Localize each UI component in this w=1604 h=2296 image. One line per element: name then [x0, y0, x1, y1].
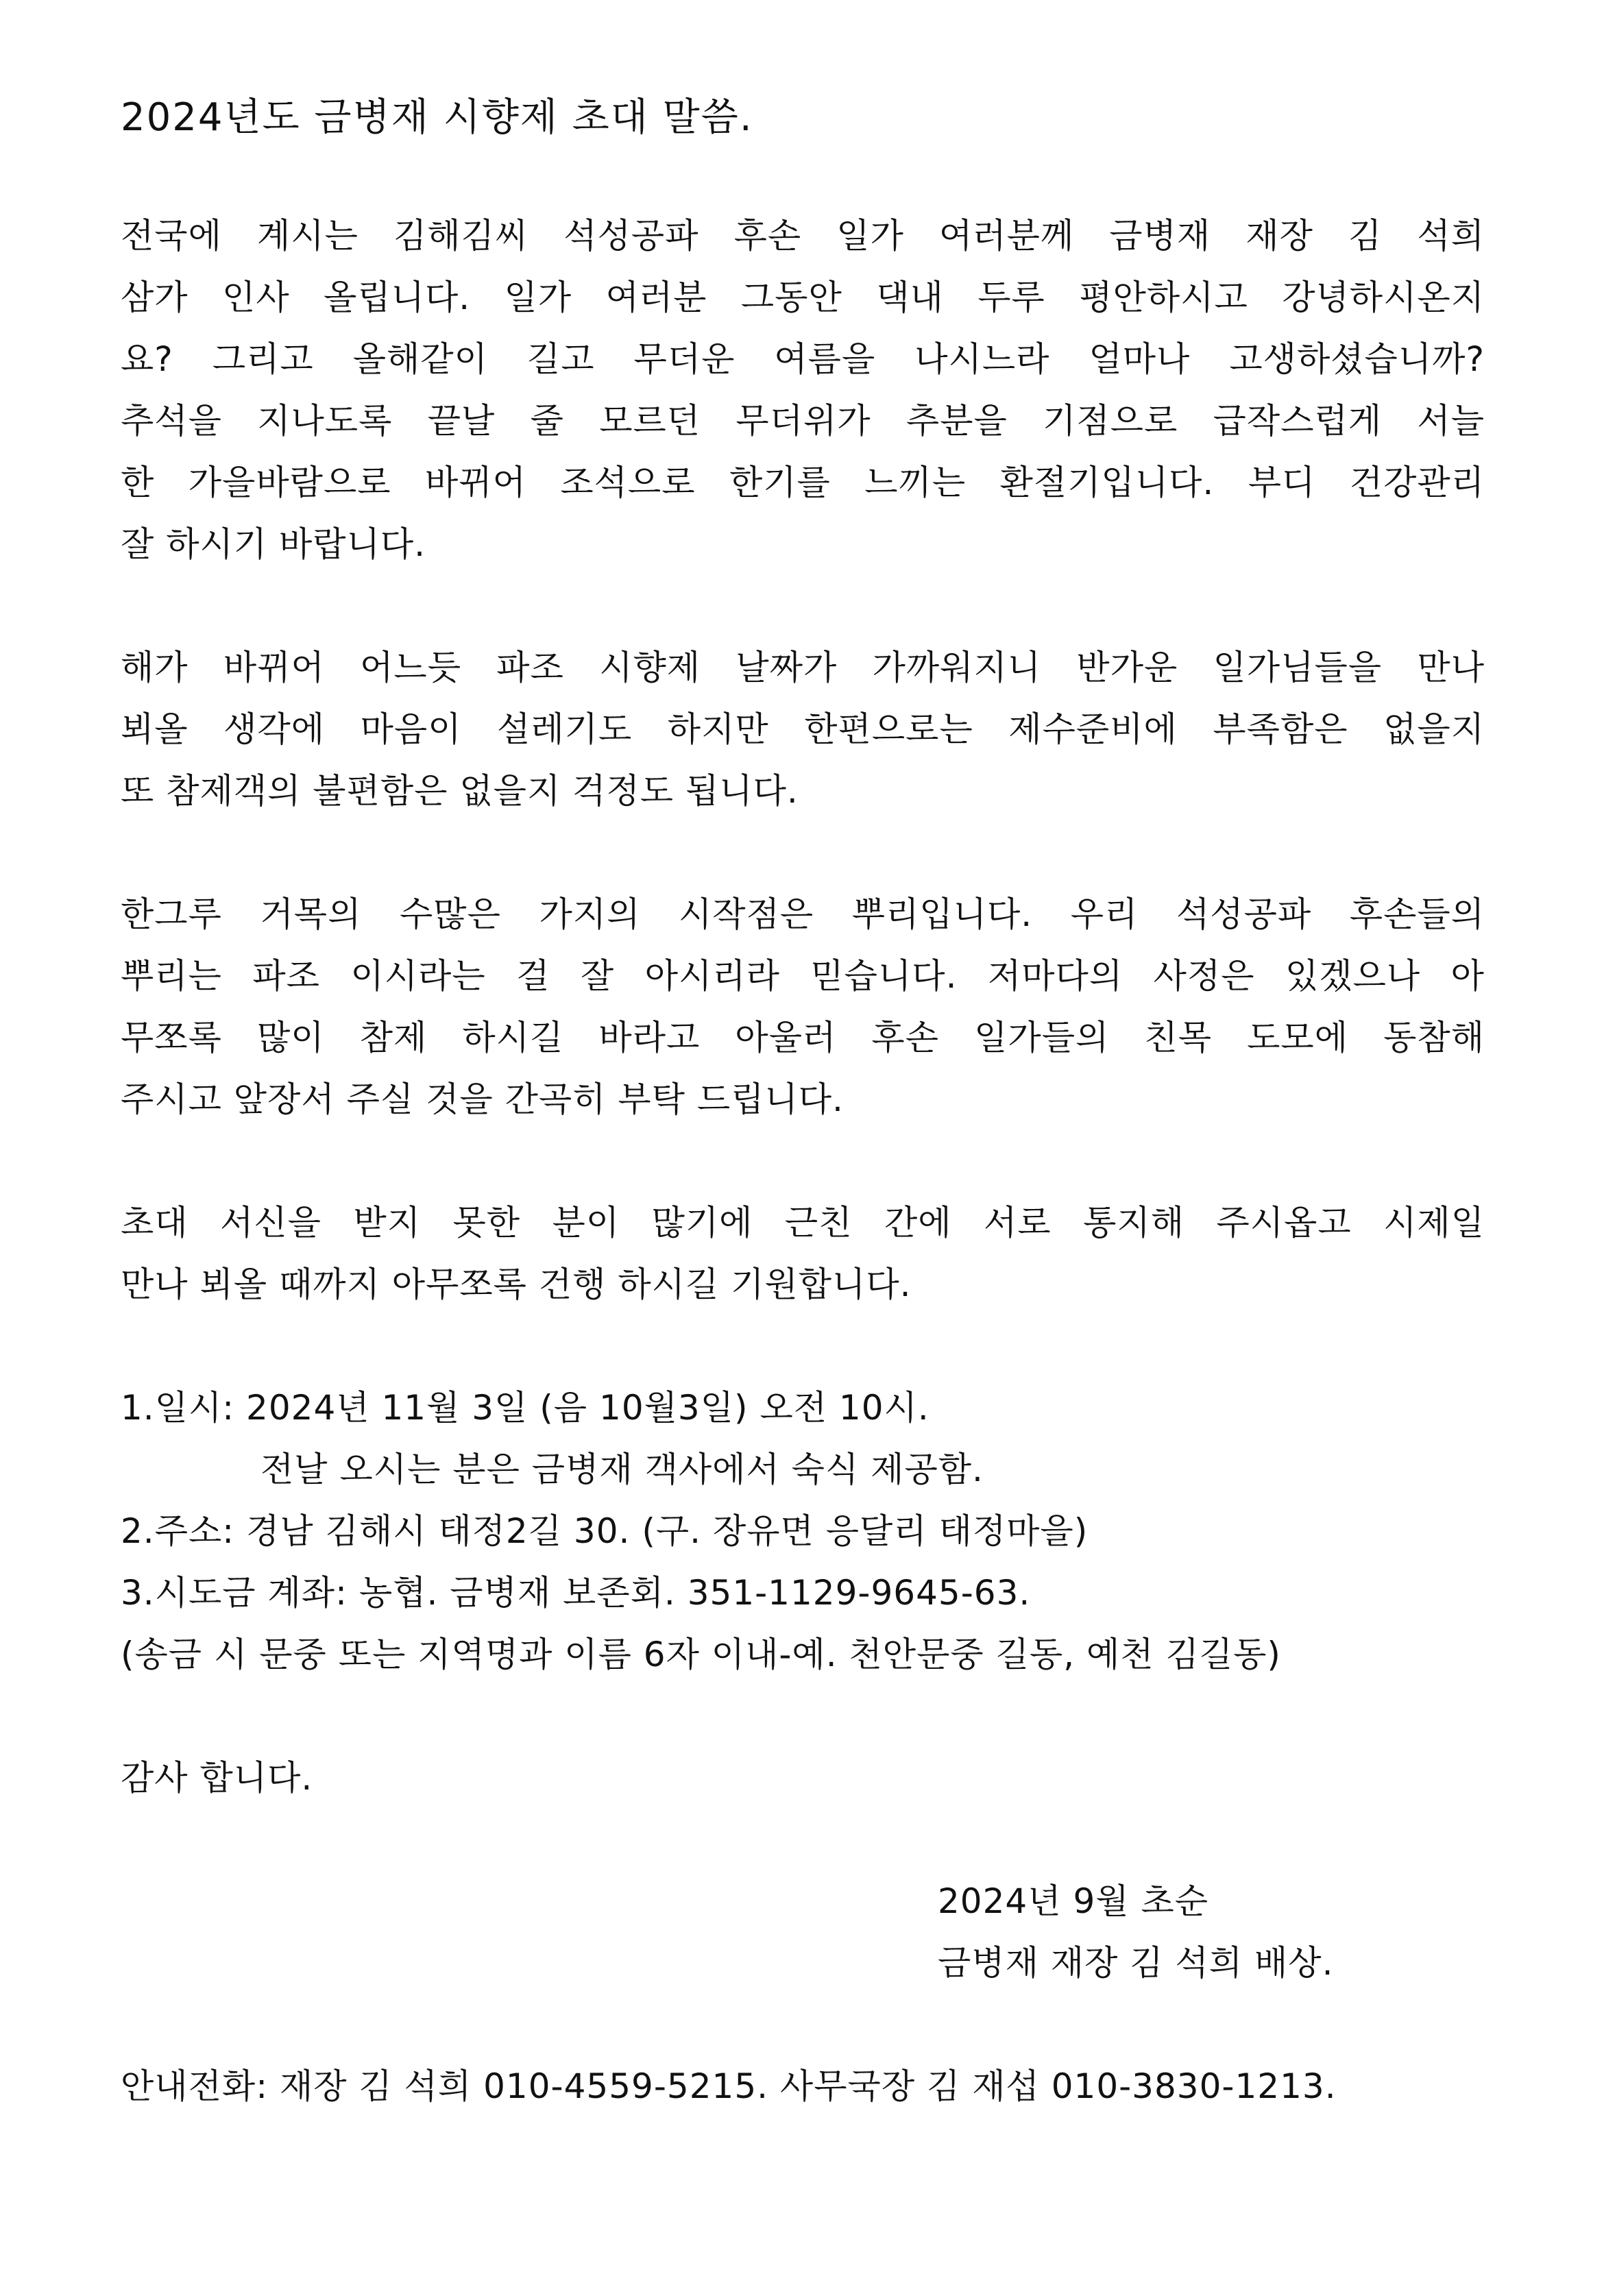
paragraph-line: 뿌리는 파조 이시라는 걸 잘 아시리라 믿습니다. 저마다의 사정은 있겠으나 아 — [121, 956, 1485, 996]
paragraph-line: 추석을 지나도록 끝날 줄 모르던 무더위가 추분을 기점으로 급작스럽게 서늘 — [121, 401, 1485, 441]
paragraph-line: 한그루 거목의 수많은 가지의 시작점은 뿌리입니다. 우리 석성공파 후손들의 — [121, 894, 1485, 934]
donation-account: 3.시도금 계좌: 농협. 금병재 보존회. 351-1129-9645-63. — [121, 1573, 1031, 1613]
paragraph-line: 요? 그리고 올해같이 길고 무더운 여름을 나시느라 얼마나 고생하셨습니까? — [121, 339, 1485, 379]
paragraph-line: 주시고 앞장서 주실 것을 간곡히 부탁 드립니다. — [121, 1079, 844, 1119]
paragraph-line: 초대 서신을 받지 못한 분이 많기에 근친 간에 서로 통지해 주시옵고 시제일 — [121, 1203, 1485, 1243]
paragraph-line: 만나 뵈올 때까지 아무쪼록 건행 하시길 기원합니다. — [121, 1265, 912, 1304]
paragraph-line: 무쪼록 많이 참제 하시길 바라고 아울러 후손 일가들의 친목 도모에 동참해 — [121, 1018, 1485, 1058]
paragraph-line: 삼가 인사 올립니다. 일가 여러분 그동안 댁내 두루 평안하시고 강녕하시온지 — [121, 278, 1485, 317]
contact-info: 안내전화: 재장 김 석희 010-4559-5215. 사무국장 김 재섭 010-3830-1213. — [121, 2066, 1337, 2106]
event-datetime: 1.일시: 2024년 11월 3일 (음 10월3일) 오전 10시. — [121, 1388, 929, 1428]
document-title: 2024년도 금병재 시향제 초대 말씀. — [121, 95, 753, 140]
remittance-note: (송금 시 문중 또는 지역명과 이름 6자 이내-예. 천안문중 길동, 예천 김길동) — [121, 1635, 1281, 1674]
paragraph-line: 뵈올 생각에 마음이 설레기도 하지만 한편으로는 제수준비에 부족함은 없을지 — [121, 709, 1485, 749]
paragraph-line: 해가 바뀌어 어느듯 파조 시향제 날짜가 가까워지니 반가운 일가님들을 만나 — [121, 648, 1485, 687]
paragraph-line: 전국에 계시는 김해김씨 석성공파 후손 일가 여러분께 금병재 재장 김 석희 — [121, 216, 1485, 256]
signature-sender: 금병재 재장 김 석희 배상. — [938, 1943, 1334, 1983]
signature-date: 2024년 9월 초순 — [938, 1881, 1209, 1921]
paragraph-line: 잘 하시기 바랍니다. — [121, 524, 426, 564]
paragraph-line: 한 가을바람으로 바뀌어 조석으로 한기를 느끼는 환절기입니다. 부디 건강관리 — [121, 463, 1485, 502]
event-address: 2.주소: 경남 김해시 태정2길 30. (구. 장유면 응달리 태정마을) — [121, 1511, 1089, 1551]
closing-thanks: 감사 합니다. — [121, 1758, 313, 1798]
paragraph-line: 또 참제객의 불편함은 없을지 걱정도 됩니다. — [121, 771, 799, 811]
event-lodging-note: 전날 오시는 분은 금병재 객사에서 숙식 제공함. — [260, 1450, 984, 1489]
